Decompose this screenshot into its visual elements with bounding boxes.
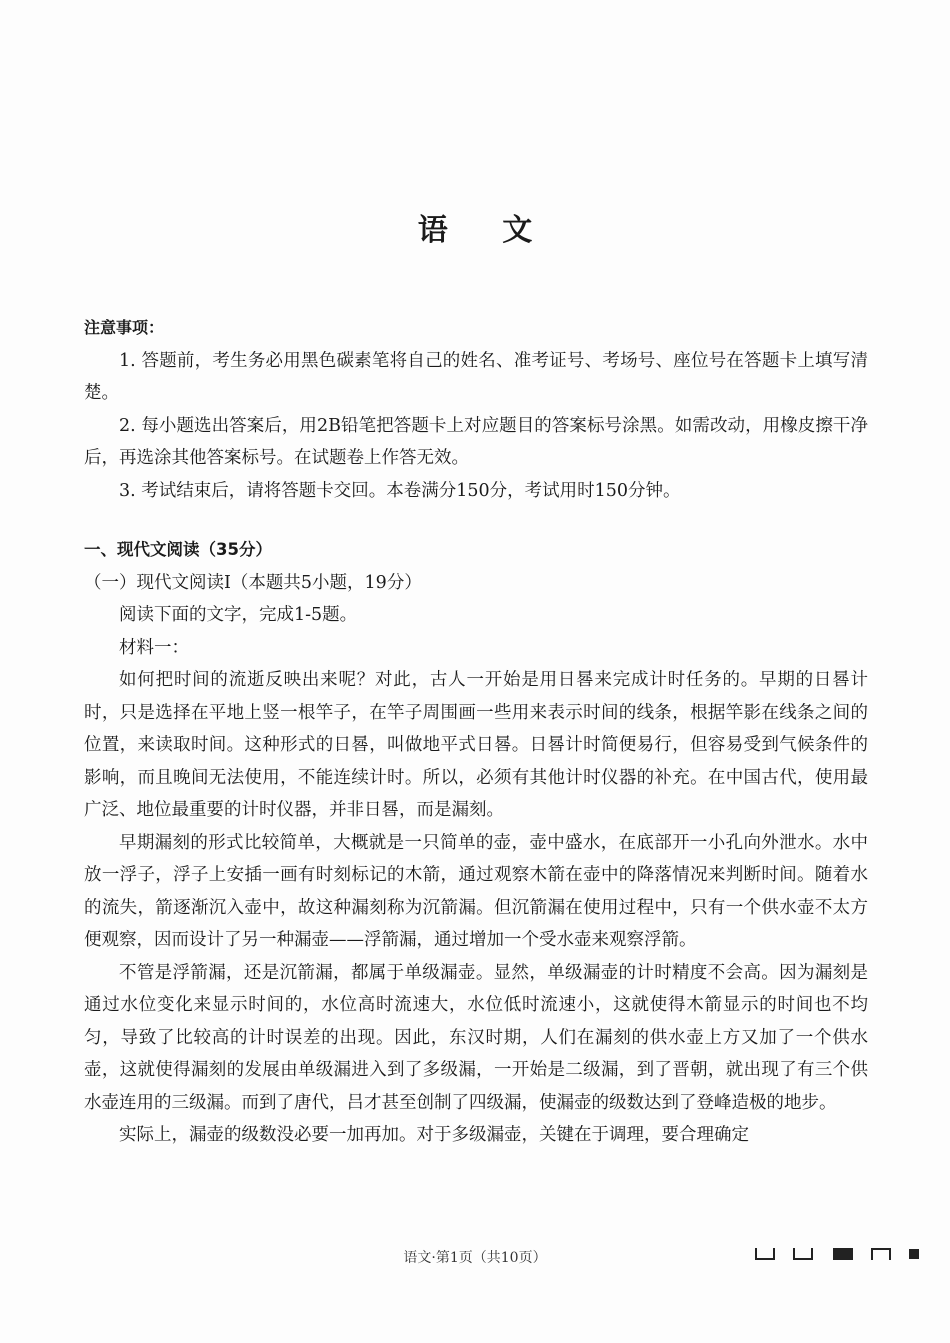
instruction: 阅读下面的文字，完成1-5题。: [119, 605, 358, 625]
notice-block: [84, 312, 868, 507]
reading-section: [84, 534, 868, 1152]
notice-heading: 注意事项：: [84, 318, 165, 337]
registration-mark: [755, 1248, 775, 1260]
notice-item: 3. 考试结束后，请将答题卡交回。本卷满分150分，考试用时150分钟。: [119, 480, 681, 501]
page-title: 语 文: [417, 213, 555, 248]
notice-item: 2. 每小题选出答案后，用2B铅笔把答题卡上对应题目的答案标号涂黑。如需改动，用橡皮擦干净后，再选涂其他答案标号。在试题卷上作答无效。: [84, 415, 868, 468]
page-footer: 语文·第1页（共10页）: [403, 1250, 547, 1266]
passage-paragraph: 不管是浮箭漏，还是沉箭漏，都属于单级漏壶。显然，单级漏壶的计时精度不会高。因为漏刻是通过水位变化来显示时间的，水位高时流速大，水位低时流速小，这就使得木箭显示的时间也不均匀，导致了比较高的计时误差的出现。因此，东汉时期，人们在漏刻的供水壶上方又加了一个供水壶，这就使得漏刻的发展由单级漏进入到了多级漏，一开始是二级漏，到了晋朝，就出现了有三个供水壶连用的三级漏。而到了唐代，吕才甚至创制了四级漏，使漏壶的级数达到了登峰造极的地步。: [84, 962, 868, 1113]
passage-paragraph: 如何把时间的流逝反映出来呢？对此，古人一开始是用日晷来完成计时任务的。早期的日晷计时，只是选择在平地上竖一根竿子，在竿子周围画一些用来表示时间的线条，根据竿影在线条之间的位置，来读取时间。这种形式的日晷，叫做地平式日晷。日晷计时简便易行，但容易受到气候条件的影响，而且晚间无法使用，不能连续计时。所以，必须有其他计时仪器的补充。在中国古代，使用最广泛、地位最重要的计时仪器，并非日晷，而是漏刻。: [84, 670, 868, 820]
passage-paragraph: 早期漏刻的形式比较简单，大概就是一只简单的壶，壶中盛水，在底部开一小孔向外泄水。水中放一浮子，浮子上安插一画有时刻标记的木箭，通过观察木箭在壶中的降落情况来判断时间。随着水的流失，箭逐渐沉入壶中，故这种漏刻称为沉箭漏。但沉箭漏在使用过程中，只有一个供水壶不太方便观察，因而设计了另一种漏壶——浮箭漏，通过增加一个受水壶来观察浮箭。: [84, 832, 868, 950]
section-heading: 一、现代文阅读（35分）: [84, 540, 272, 559]
subsection-heading: （一）现代文阅读Ⅰ（本题共5小题，19分）: [84, 572, 422, 593]
registration-mark: [909, 1249, 919, 1259]
passage-paragraph: 实际上，漏壶的级数没必要一加再加。对于多级漏壶，关键在于调理，要合理确定: [119, 1125, 749, 1145]
scan-registration-marks: [755, 1248, 925, 1262]
notice-item: 1. 答题前，考生务必用黑色碳素笔将自己的姓名、准考证号、考场号、座位号在答题卡上填写清楚。: [84, 350, 868, 403]
registration-mark: [793, 1248, 813, 1260]
registration-mark: [833, 1248, 853, 1260]
material-label: 材料一：: [119, 637, 189, 658]
registration-mark: [871, 1248, 891, 1260]
